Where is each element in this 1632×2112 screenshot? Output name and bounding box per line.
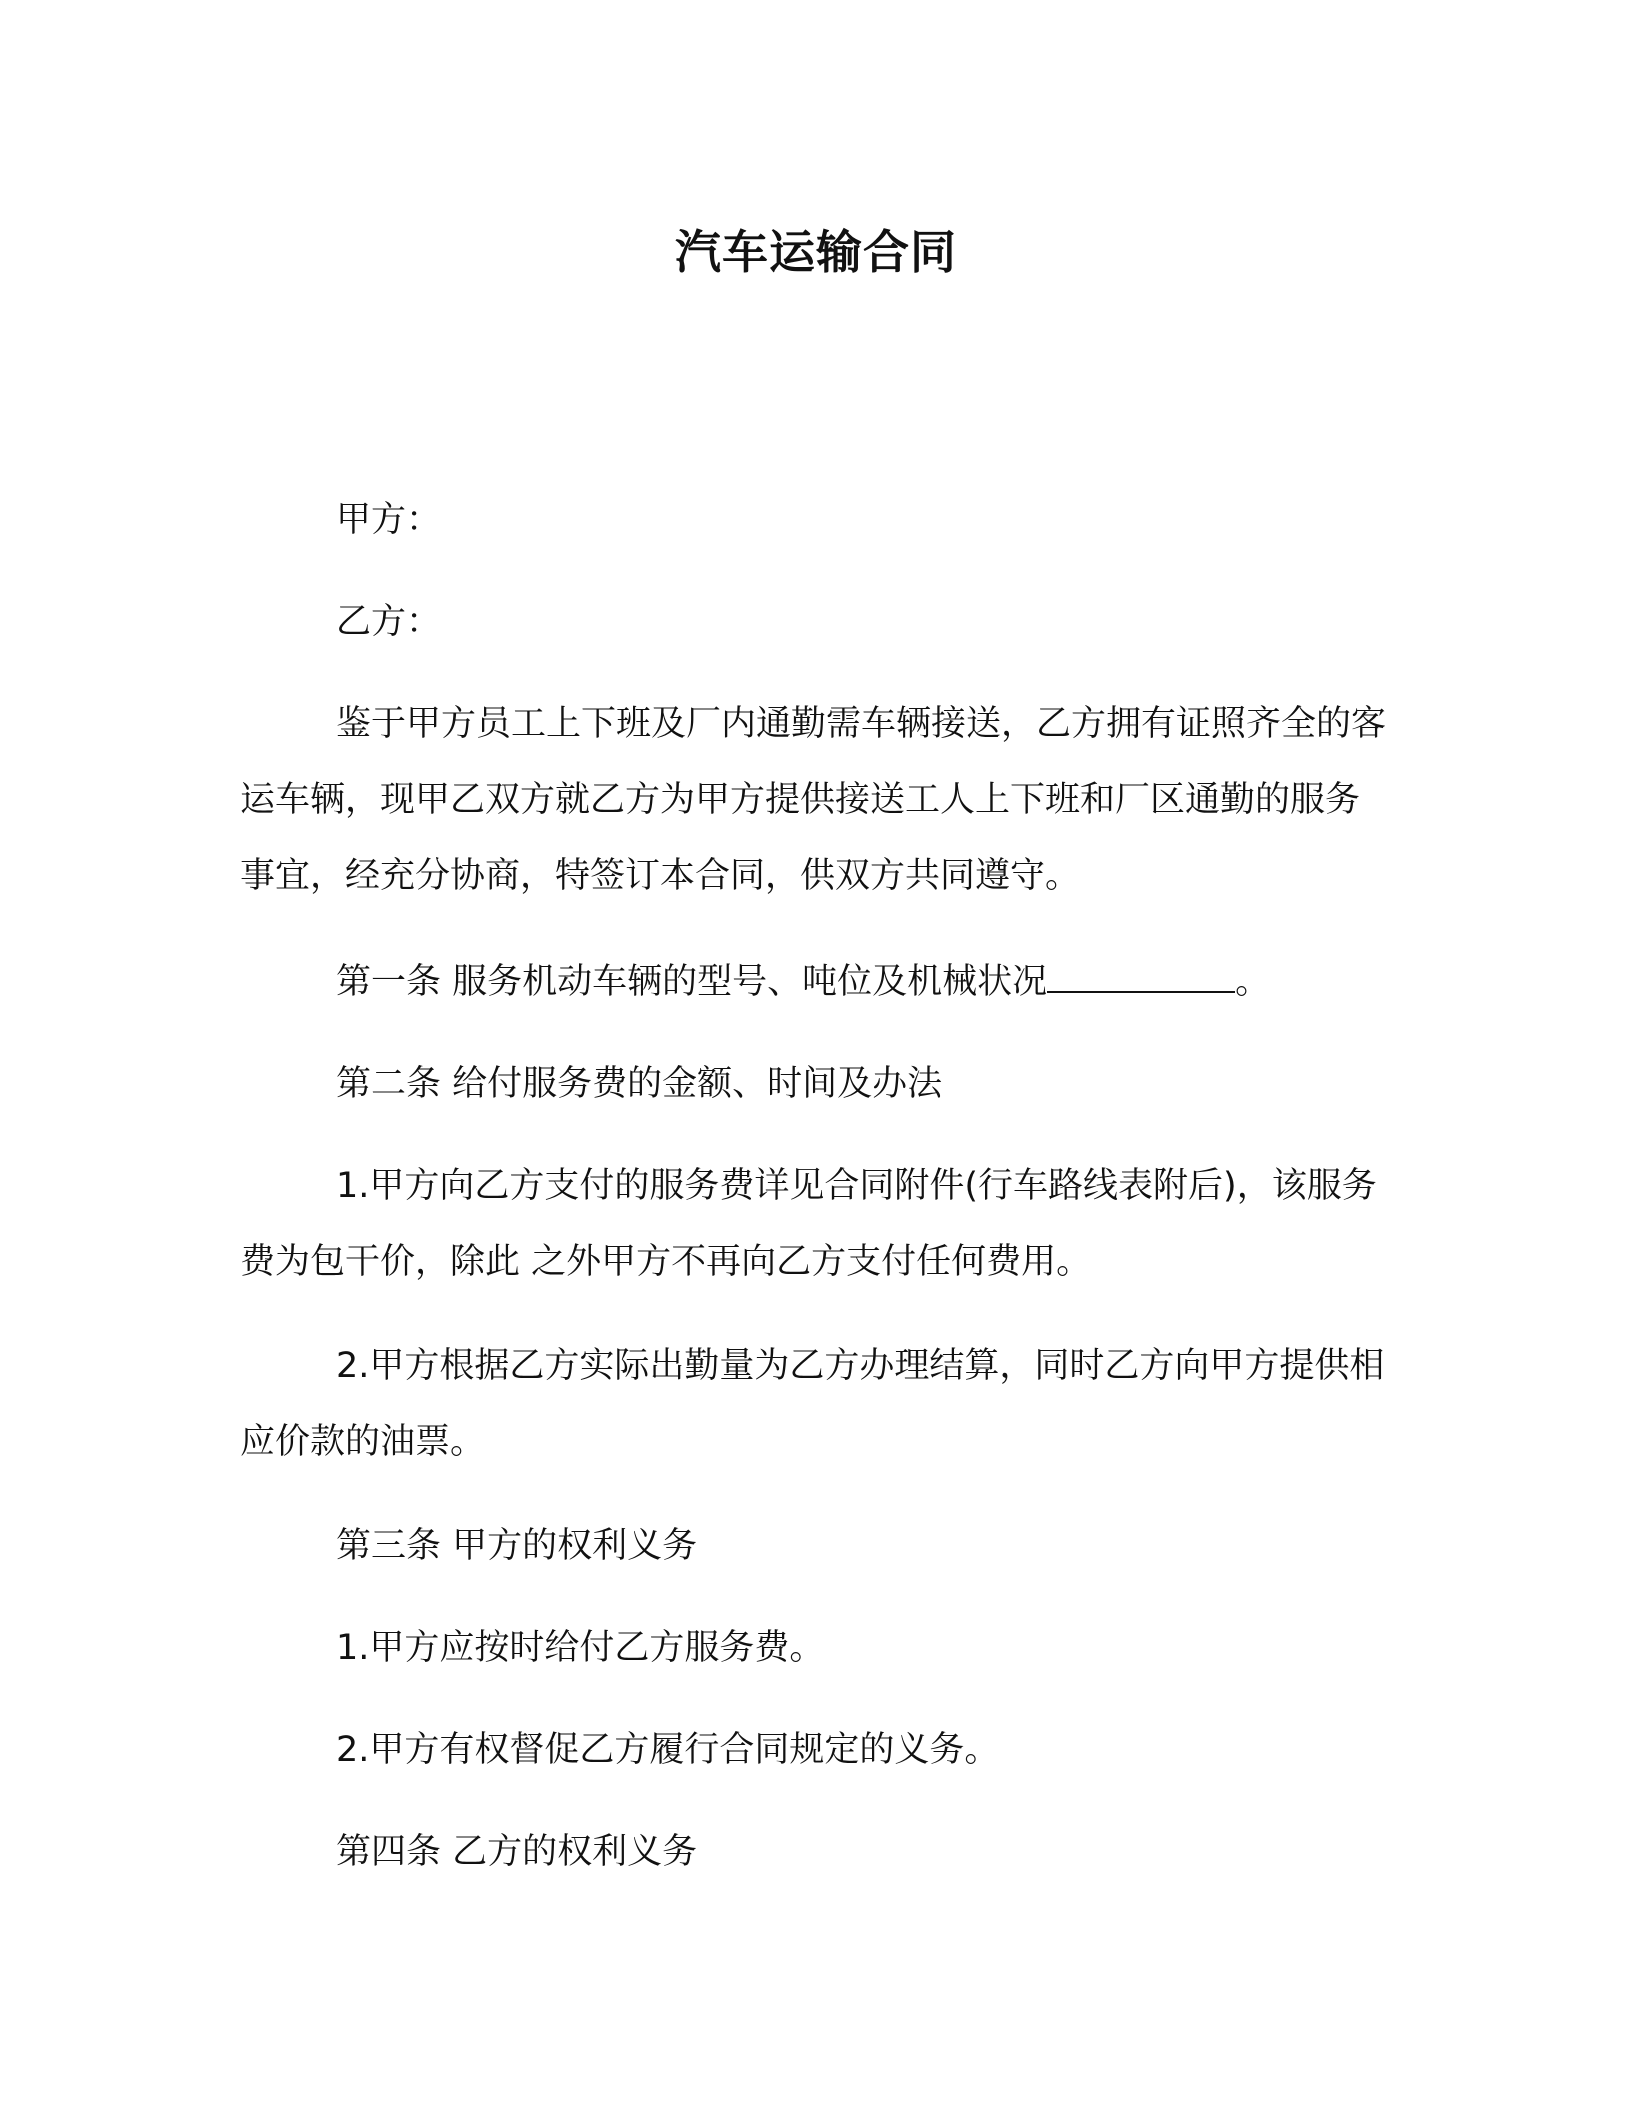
party-b-label: 乙方：	[336, 602, 442, 642]
article-3-item-1: 1.甲方应按时给付乙方服务费。	[336, 1628, 825, 1668]
article-1	[240, 944, 1390, 1020]
article-3-item-2: 2.甲方有权督促乙方履行合同规定的义务。	[336, 1730, 1000, 1770]
preamble-paragraph: 鉴于甲方员工上下班及厂内通勤需车辆接送，乙方拥有证照齐全的客运车辆，现甲乙双方就乙方为甲方提供接送工人上下班和厂区通勤的服务事宜，经充分协商，特签订本合同，供双方共同遵守。	[240, 704, 1387, 896]
article-1-text: 第一条 服务机动车辆的型号、吨位及机械状况	[336, 962, 1048, 1002]
article-4-heading: 第四条 乙方的权利义务	[336, 1832, 698, 1872]
document-title: 汽车运输合同	[675, 225, 957, 279]
article-2-item-1: 1.甲方向乙方支付的服务费详见合同附件(行车路线表附后)，该服务费为包干价，除此 之外甲方不再向乙方支付任何费用。	[240, 1166, 1377, 1282]
article-2-item-2: 2.甲方根据乙方实际出勤量为乙方办理结算，同时乙方向甲方提供相应价款的油票。	[240, 1346, 1385, 1462]
fill-in-blank	[1047, 963, 1235, 993]
article-2-heading: 第二条 给付服务费的金额、时间及办法	[336, 1064, 943, 1104]
article-1-end: 。	[1235, 962, 1271, 1002]
party-a-label: 甲方：	[336, 500, 442, 540]
article-3-heading: 第三条 甲方的权利义务	[336, 1526, 698, 1566]
